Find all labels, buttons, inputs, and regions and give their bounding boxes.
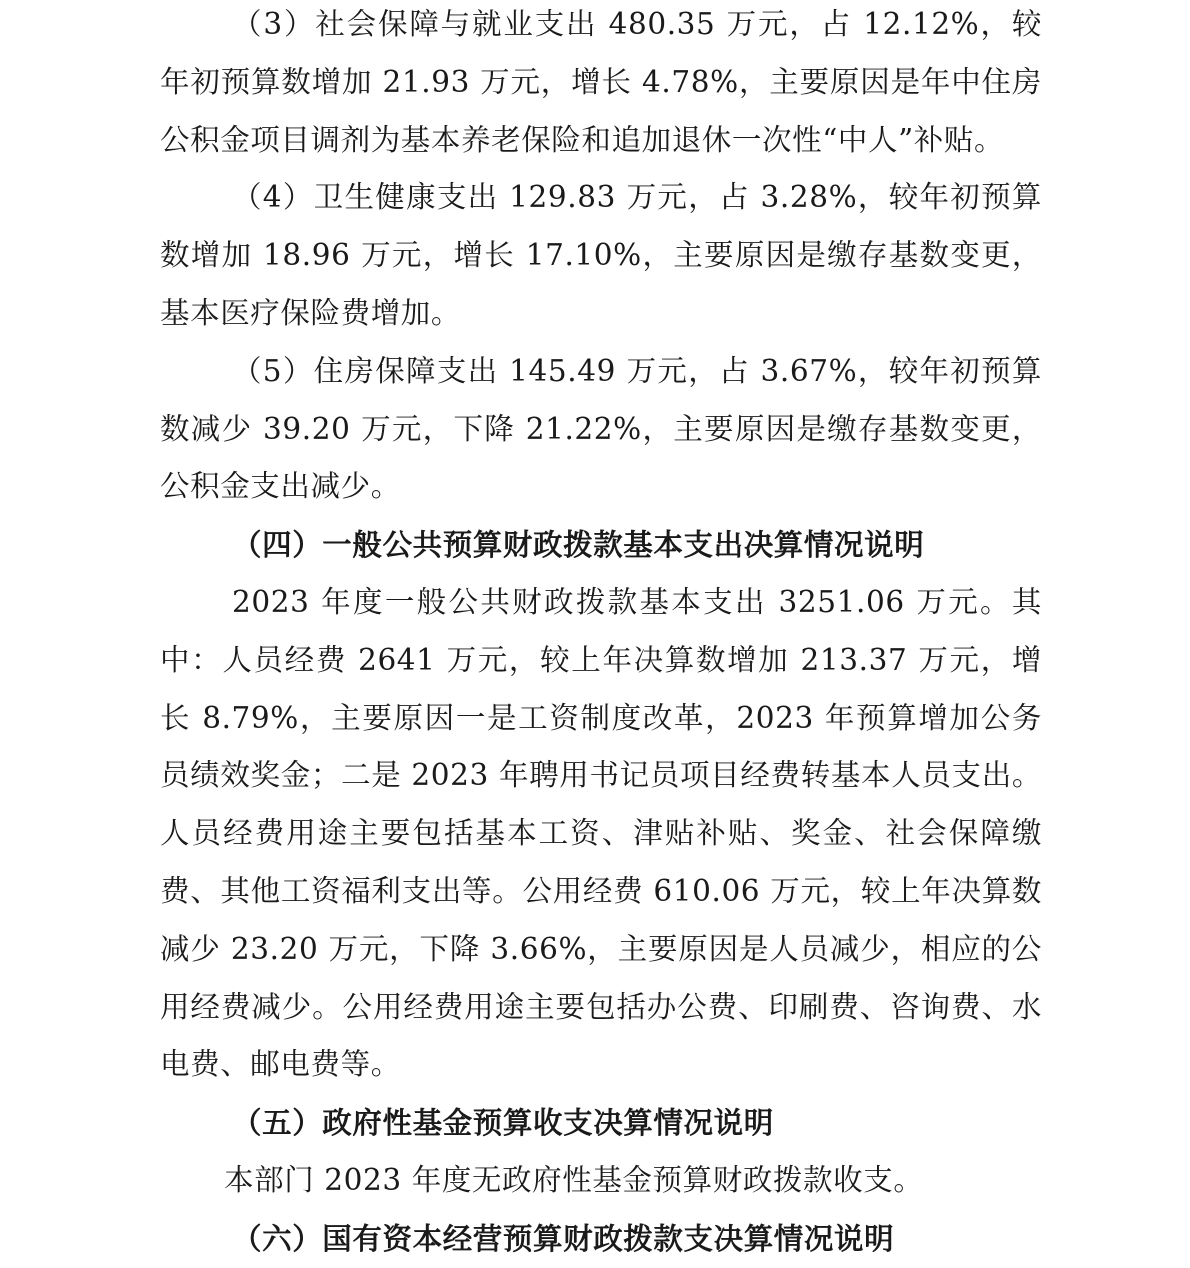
section-heading-state-capital: （六）国有资本经营预算财政拨款支决算情况说明 bbox=[232, 1220, 895, 1256]
paragraph-basic-expenditure: 2023 年度一般公共财政拨款基本支出 3251.06 万元。其中：人员经费 2641 万元，较上年决算数增加 213.37 万元，增长 8.79%，主要原因一是工资制度改革，2023 年预算增加公务员绩效奖金；二是 2023 年聘用书记员项目经费转基本人员支出。人员经费用途主要包括基本工资、津贴补贴、奖金、社会保障缴费、其他工资福利支出等。公用经费 610.06 万元，较上年决算数减少 23.20 万元，下降 3.66%，主要原因是人员减少，相应的公用经费减少。公用经费用途主要包括办公费、印刷费、咨询费、水电费、邮电费等。 bbox=[160, 584, 1042, 1082]
section-heading-basic-expenditure: （四）一般公共预算财政拨款基本支出决算情况说明 bbox=[232, 527, 925, 563]
paragraph-government-fund: 本部门 2023 年度无政府性基金预算财政拨款收支。 bbox=[224, 1162, 924, 1197]
section-heading-government-fund: （五）政府性基金预算收支决算情况说明 bbox=[232, 1105, 774, 1141]
document-page bbox=[160, 0, 1042, 1268]
paragraph-housing: （5）住房保障支出 145.49 万元，占 3.67%，较年初预算数减少 39.20 万元，下降 21.22%，主要原因是缴存基数变更，公积金支出减少。 bbox=[160, 353, 1042, 504]
paragraph-health: （4）卫生健康支出 129.83 万元，占 3.28%，较年初预算数增加 18.96 万元，增长 17.10%，主要原因是缴存基数变更，基本医疗保险费增加。 bbox=[160, 180, 1042, 330]
paragraph-social-security: （3）社会保障与就业支出 480.35 万元，占 12.12%，较年初预算数增加 21.93 万元，增长 4.78%，主要原因是年中住房公积金项目调剂为基本养老保险和追加退休一次性“中人”补贴。 bbox=[160, 7, 1042, 157]
